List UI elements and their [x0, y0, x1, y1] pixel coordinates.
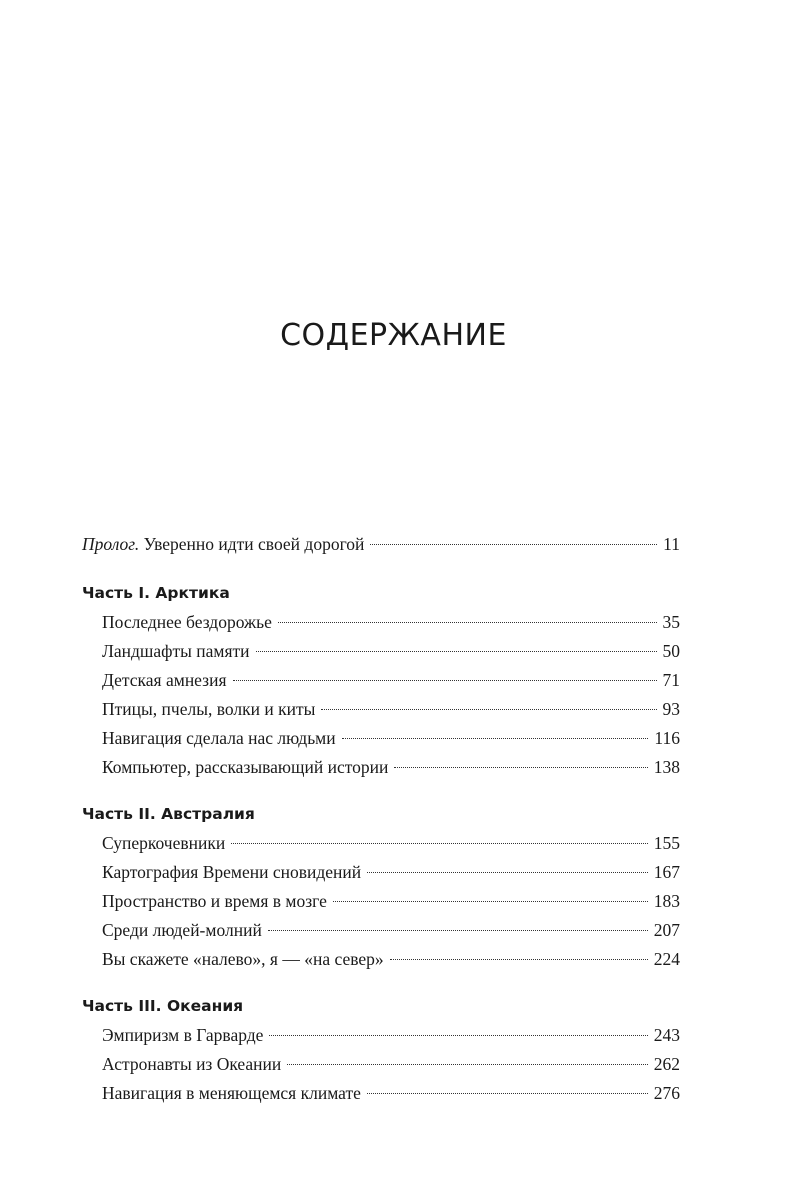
- toc-entry-prologue[interactable]: [82, 530, 680, 559]
- page-number: 167: [653, 862, 680, 882]
- toc-entry[interactable]: [102, 753, 680, 782]
- page-number: 207: [653, 920, 680, 940]
- toc-entry[interactable]: [102, 945, 680, 974]
- prologue-title: Уверенно идти своей дорогой: [139, 534, 365, 554]
- toc-entry[interactable]: [102, 608, 680, 637]
- dot-leader: [268, 930, 648, 931]
- entry-title: Детская амнезия: [102, 670, 227, 690]
- entry-title: Пространство и время в мозге: [102, 891, 327, 911]
- page-number: 35: [662, 612, 680, 632]
- entry-title: Картография Времени сновидений: [102, 862, 362, 882]
- entry-title: Суперкочевники: [102, 833, 226, 853]
- page-number: 116: [654, 728, 680, 748]
- toc-entry[interactable]: [102, 858, 680, 887]
- toc-entry[interactable]: [102, 916, 680, 945]
- dot-leader: [321, 709, 656, 710]
- part-heading-1: Часть I. Арктика: [82, 584, 230, 602]
- page-number: 155: [653, 833, 680, 853]
- page-number: 71: [662, 670, 680, 690]
- dot-leader: [256, 651, 657, 652]
- page-number: 224: [653, 949, 680, 969]
- dot-leader: [367, 872, 648, 873]
- toc-entry[interactable]: [102, 829, 680, 858]
- page-number: 183: [653, 891, 680, 911]
- entry-title: Компьютер, рассказывающий истории: [102, 757, 389, 777]
- toc-entry[interactable]: [102, 666, 680, 695]
- dot-leader: [367, 1093, 648, 1094]
- dot-leader: [390, 959, 648, 960]
- part-heading-3: Часть III. Океания: [82, 997, 244, 1015]
- part-heading-2: Часть II. Австралия: [82, 805, 255, 823]
- page-title: СОДЕРЖАНИЕ: [280, 318, 507, 353]
- toc-entry[interactable]: [102, 637, 680, 666]
- toc-entry[interactable]: [102, 1021, 680, 1050]
- dot-leader: [231, 843, 648, 844]
- dot-leader: [394, 767, 647, 768]
- toc-entry[interactable]: [102, 1050, 680, 1079]
- dot-leader: [269, 1035, 647, 1036]
- toc-entry[interactable]: [102, 695, 680, 724]
- entry-title: Вы скажете «налево», я — «на север»: [102, 949, 384, 969]
- table-of-contents: [82, 530, 680, 1108]
- toc-entry[interactable]: [102, 887, 680, 916]
- dot-leader: [370, 544, 657, 545]
- toc-entry[interactable]: [102, 1079, 680, 1108]
- entry-title: Последнее бездорожье: [102, 612, 272, 632]
- entry-title: Навигация в меняющемся климате: [102, 1083, 361, 1103]
- dot-leader: [233, 680, 657, 681]
- entry-title: Астронавты из Океании: [102, 1054, 282, 1074]
- entry-title: Среди людей-молний: [102, 920, 262, 940]
- dot-leader: [342, 738, 649, 739]
- entry-title: Навигация сделала нас людьми: [102, 728, 336, 748]
- prologue-prefix: Пролог.: [82, 534, 140, 554]
- page-number: 243: [653, 1025, 680, 1045]
- entry-title: Ландшафты памяти: [102, 641, 250, 661]
- page-number: 262: [653, 1054, 680, 1074]
- dot-leader: [287, 1064, 647, 1065]
- toc-entry[interactable]: [102, 724, 680, 753]
- page-number: 93: [662, 699, 680, 719]
- dot-leader: [333, 901, 648, 902]
- page-number: 276: [653, 1083, 680, 1103]
- page-number: 11: [663, 534, 680, 554]
- dot-leader: [278, 622, 657, 623]
- entry-title: Птицы, пчелы, волки и киты: [102, 699, 316, 719]
- page-number: 50: [662, 641, 680, 661]
- page-number: 138: [653, 757, 680, 777]
- entry-title: Эмпиризм в Гарварде: [102, 1025, 264, 1045]
